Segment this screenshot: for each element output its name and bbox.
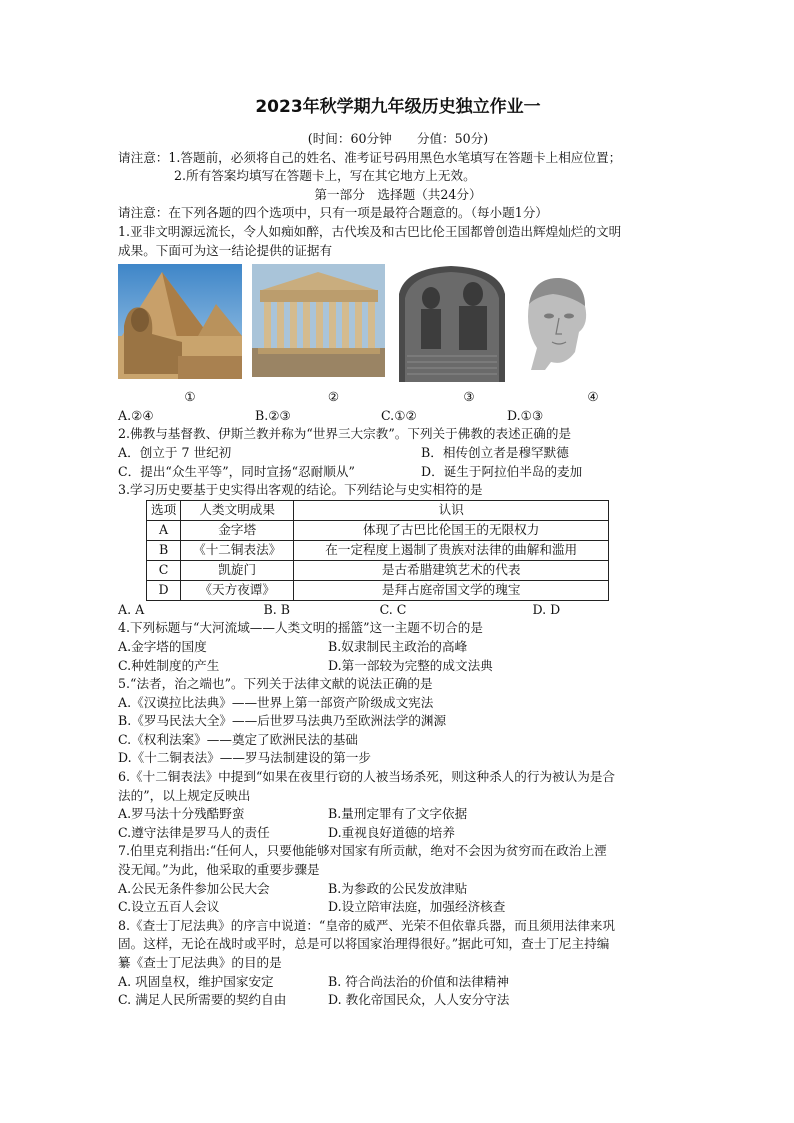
- table-cell: A: [147, 520, 181, 540]
- table-header: 选项: [147, 500, 181, 520]
- table-row: [147, 580, 609, 600]
- q8-stem-2: 固。这样，无论在战时或平时，总是可以将国家治理得很好。”据此可知，查士丁尼主持编: [118, 936, 610, 952]
- q6-option-c[interactable]: C.遵守法律是罗马人的责任: [118, 824, 270, 840]
- q8-option-d[interactable]: D. 教化帝国民众，人人安分守法: [328, 992, 510, 1008]
- q1-stem-1: 1.亚非文明源远流长，令人如痴如醉，古代埃及和古巴比伦王国都曾创造出辉煌灿烂的文明: [118, 223, 622, 239]
- q6-options-row-1: [118, 805, 678, 824]
- q4-option-d[interactable]: D.第一部较为完整的成文法典: [328, 657, 493, 673]
- page-title: 2023年秋学期九年级历史独立作业一: [255, 97, 541, 117]
- table-cell: 在一定程度上遏制了贵族对法律的曲解和滥用: [294, 540, 609, 560]
- image-label-1: ①: [184, 389, 196, 405]
- table-cell: 是拜占庭帝国文学的瑰宝: [294, 580, 609, 600]
- q5-stem: 5.“法者，治之端也”。下列关于法律文献的说法正确的是: [118, 676, 433, 692]
- table-cell: 金字塔: [181, 520, 294, 540]
- table-cell: 体现了古巴比伦国王的无限权力: [294, 520, 609, 540]
- q7-stem-1: 7.伯里克利指出:“任何人，只要他能够对国家有所贡献，绝对不会因为贫穷而在政治上湮: [118, 843, 607, 859]
- q6-option-d[interactable]: D.重视良好道德的培养: [328, 824, 455, 840]
- q6-options-row-2: [118, 824, 678, 843]
- q2-options-row-1: [118, 444, 678, 463]
- exam-page: [118, 95, 678, 1010]
- q6-option-b[interactable]: B.量刑定罪有了文字依据: [328, 806, 468, 822]
- q8-option-c[interactable]: C. 满足人民所需要的契约自由: [118, 992, 287, 1008]
- q7-option-c[interactable]: C.设立五百人会议: [118, 899, 220, 915]
- table-header: 人类文明成果: [181, 500, 294, 520]
- q5-option-a[interactable]: A.《汉谟拉比法典》——世界上第一部资产阶级成文宪法: [118, 694, 434, 710]
- q8-stem-1: 8.《查士丁尼法典》的序言中说道：“皇帝的威严、光荣不但依靠兵器，而且须用法律来巩: [118, 917, 616, 933]
- table-cell: 凯旋门: [181, 560, 294, 580]
- q1-option-b[interactable]: B.②③: [255, 407, 291, 423]
- q2-options-row-2: [118, 463, 678, 482]
- exam-meta: (时间：60分钟 分值：50分): [307, 131, 489, 146]
- table-header: 认识: [294, 500, 609, 520]
- q7-stem-2: 没无闻。”为此，他采取的重要步骤是: [118, 862, 320, 878]
- table-cell: D: [147, 580, 181, 600]
- table-cell: C: [147, 560, 181, 580]
- q4-option-a[interactable]: A.金字塔的国度: [118, 638, 207, 654]
- q3-option-b[interactable]: B. B: [263, 601, 291, 617]
- q4-options-row-1: [118, 638, 678, 657]
- table-header-row: [147, 500, 609, 520]
- q5-option-c[interactable]: C.《权利法案》——奠定了欧洲民法的基础: [118, 731, 358, 747]
- q3-option-d[interactable]: D. D: [532, 601, 561, 617]
- q8-options-row-1: [118, 973, 678, 992]
- q6-option-a[interactable]: A.罗马法十分残酷野蛮: [118, 806, 245, 822]
- q7-options-row-1: [118, 880, 678, 899]
- section-note: 请注意：在下列各题的四个选项中，只有一项是最符合题意的。（每小题1分）: [118, 205, 548, 221]
- q8-option-b[interactable]: B. 符合尚法治的价值和法律精神: [328, 973, 509, 989]
- q3-options: [118, 601, 678, 620]
- q7-option-b[interactable]: B.为参政的公民发放津贴: [328, 880, 468, 896]
- table-cell: 《天方夜谭》: [181, 580, 294, 600]
- q1-stem-2: 成果。下面可为这一结论提供的证据有: [118, 242, 333, 258]
- q6-stem-2: 法的”，以上规定反映出: [118, 787, 251, 803]
- q3-stem: 3.学习历史要基于史实得出客观的结论。下列结论与史实相符的是: [118, 482, 483, 498]
- notice-1: 请注意：1.答题前，必须将自己的姓名、准考证号码用黑色水笔填写在答题卡上相应位置；: [118, 149, 622, 165]
- q5-option-b[interactable]: B.《罗马民法大全》——后世罗马法典乃至欧洲法学的渊源: [118, 713, 447, 729]
- table-cell: B: [147, 540, 181, 560]
- q6-stem-1: 6.《十二铜表法》中提到“如果在夜里行窃的人被当场杀死，则这种杀人的行为被认为是合: [118, 769, 616, 785]
- image-label-3: ③: [463, 389, 475, 405]
- q8-option-a[interactable]: A. 巩固皇权，维护国家安定: [118, 973, 274, 989]
- q2-option-d[interactable]: D．诞生于阿拉伯半岛的麦加: [421, 463, 583, 479]
- table-row: [147, 520, 609, 540]
- q8-stem-3: 纂《查士丁尼法典》的目的是: [118, 955, 282, 970]
- section-heading: 第一部分 选择题（共24分）: [314, 186, 482, 202]
- q3-option-c[interactable]: C. C: [379, 601, 407, 617]
- table-row: [147, 540, 609, 560]
- q7-options-row-2: [118, 898, 678, 917]
- q3-table: [146, 500, 609, 601]
- hammurabi-stele-photo: [395, 264, 509, 382]
- table-cell: 是古希腊建筑艺术的代表: [294, 560, 609, 580]
- table-row: [147, 560, 609, 580]
- q2-stem: 2.佛教与基督教、伊斯兰教并称为“世界三大宗教”。下列关于佛教的表述正确的是: [118, 426, 572, 442]
- q2-option-a[interactable]: A．创立于 7 世纪初: [118, 444, 232, 460]
- q1-option-c[interactable]: C.①②: [381, 407, 417, 423]
- q4-stem: 4.下列标题与“大河流域——人类文明的摇篮”这一主题不切合的是: [118, 620, 483, 636]
- q1-image-labels: [118, 388, 678, 407]
- image-label-4: ④: [587, 389, 599, 405]
- q7-option-a[interactable]: A.公民无条件参加公民大会: [118, 880, 270, 896]
- sphinx-pyramid-photo: [118, 264, 242, 379]
- q1-option-d[interactable]: D.①③: [507, 407, 544, 423]
- q5-option-d[interactable]: D.《十二铜表法》——罗马法制建设的第一步: [118, 750, 371, 766]
- q7-option-d[interactable]: D.设立陪审法庭，加强经济核查: [328, 899, 506, 915]
- q1-image-row: [118, 264, 678, 382]
- notice-2: 2.所有答案均填写在答题卡上，写在其它地方上无效。: [174, 168, 476, 184]
- q2-option-b[interactable]: B．相传创立者是穆罕默德: [421, 444, 569, 460]
- q1-option-a[interactable]: A.②④: [118, 407, 154, 423]
- q8-options-row-2: [118, 991, 678, 1010]
- q4-option-b[interactable]: B.奴隶制民主政治的高峰: [328, 638, 468, 654]
- greek-statue-head-photo: [519, 274, 593, 370]
- q4-option-c[interactable]: C.种姓制度的产生: [118, 657, 220, 673]
- q4-options-row-2: [118, 657, 678, 676]
- table-cell: 《十二铜表法》: [181, 540, 294, 560]
- parthenon-photo: [252, 264, 385, 377]
- q3-option-a[interactable]: A. A: [118, 601, 145, 617]
- q2-option-c[interactable]: C．提出“众生平等”，同时宣扬“忍耐顺从”: [118, 463, 355, 479]
- q1-options: [118, 407, 678, 426]
- image-label-2: ②: [327, 389, 340, 405]
